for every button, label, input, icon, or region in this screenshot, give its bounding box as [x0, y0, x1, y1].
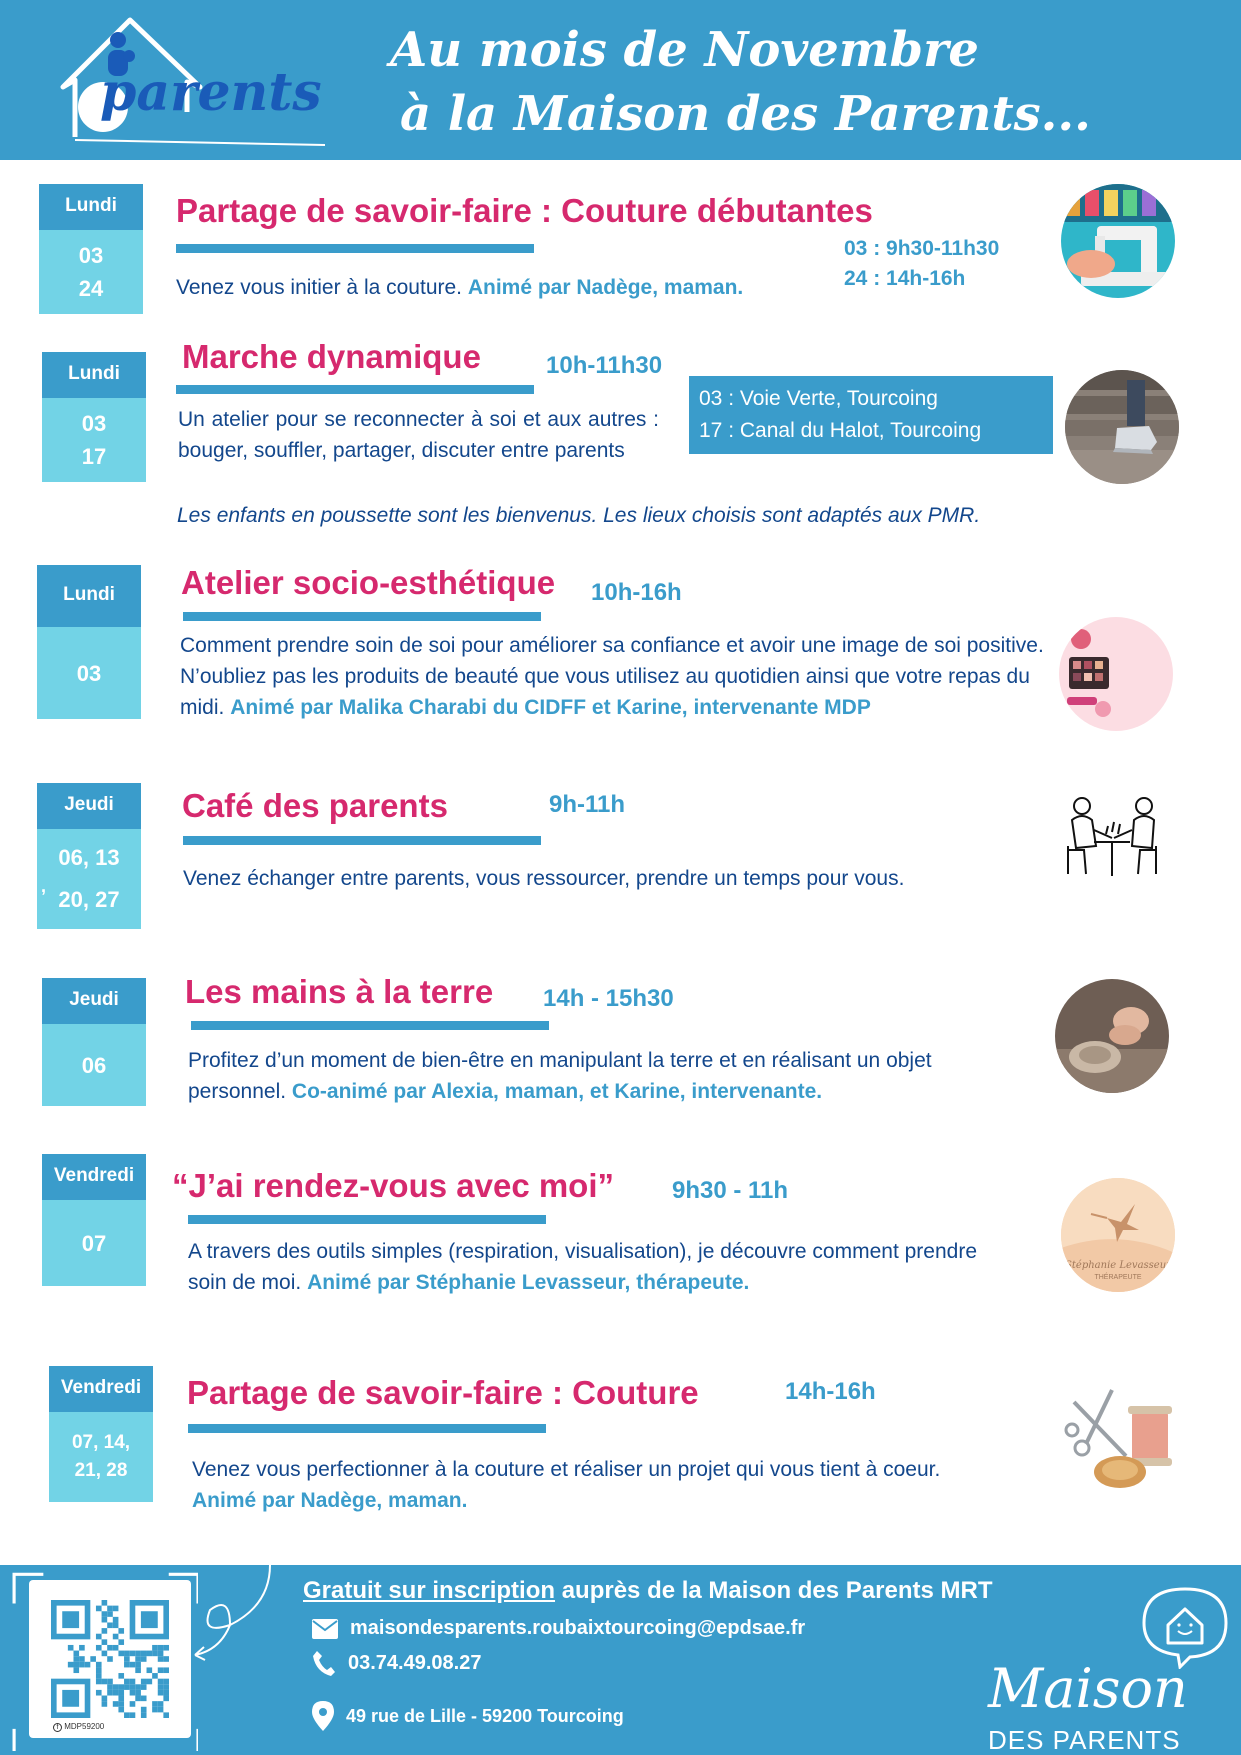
phone-contact[interactable]: [312, 1650, 481, 1676]
event-description: Un atelier pour se reconnecter à soi et aux autres : bouger, souffler, partager, discuter entre parents: [178, 408, 659, 462]
date-list: [42, 1024, 146, 1106]
day-label: Jeudi: [42, 978, 146, 1024]
event-title: “J’ai rendez-vous avec moi”: [172, 1167, 615, 1204]
description-text: Profitez d’un moment de bien-être en manipulant la terre et en réalisant un objet personnel.: [188, 1049, 932, 1103]
location-pin-icon: [312, 1701, 334, 1731]
mail-icon: [312, 1619, 338, 1639]
event-description: [176, 272, 826, 303]
brand-caption: DES PARENTS: [988, 1725, 1181, 1755]
host-text: Animé par Nadège, maman.: [192, 1489, 468, 1512]
date-box: [49, 1366, 153, 1502]
free-registration-text: Gratuit sur inscription: [303, 1577, 556, 1604]
title-underline: [176, 385, 534, 394]
makeup-icon: [1059, 617, 1173, 731]
event-title: Marche dynamique: [182, 338, 481, 375]
address-text: 49 rue de Lille - 59200 Tourcoing: [346, 1705, 624, 1726]
location-box: [689, 376, 1053, 454]
day-label: Lundi: [37, 565, 141, 627]
event-description: [180, 630, 1045, 723]
parents-logo-text: parents: [100, 62, 322, 123]
date-list: [42, 1200, 146, 1286]
host-text: Animé par Nadège, maman.: [467, 276, 744, 299]
date-box: [37, 565, 141, 719]
email-text: maisondesparents.roubaixtourcoing@epdsae.fr: [350, 1617, 806, 1639]
date-box: [37, 783, 141, 929]
event-time: 9h-11h: [549, 791, 626, 818]
title-line-1: Au mois de Novembre: [390, 22, 979, 78]
date-list: [42, 398, 146, 482]
date-box: [39, 184, 143, 314]
title-underline: [176, 244, 534, 253]
day-label: Vendredi: [42, 1154, 146, 1200]
host-text: Animé par Malika Charabi du CIDFF et Karine, intervenante MDP: [230, 696, 871, 719]
registration-rest-text: auprès de la Maison des Parents MRT: [555, 1577, 993, 1604]
date-box: [42, 1154, 146, 1286]
event-title: Café des parents: [182, 787, 448, 824]
event-title: Les mains à la terre: [185, 973, 494, 1010]
cafe-people-icon: [1058, 790, 1166, 880]
hummingbird-logo-icon: [1061, 1178, 1175, 1292]
event-schedule: [844, 234, 999, 294]
description-text: Venez vous perfectionner à la couture et réaliser un projet qui vous tient à coeur.: [192, 1458, 941, 1481]
qr-caption-text: MDP59200: [64, 1722, 105, 1731]
schedule-line: 03 : 9h30-11h30: [844, 237, 1000, 260]
location-line: 03 : Voie Verte, Tourcoing: [699, 387, 938, 410]
title-underline: [183, 836, 541, 845]
date-item: 03: [76, 660, 102, 686]
description-text: A travers des outils simples (respiration, visualisation), je découvre comment prendre soin de moi.: [188, 1240, 978, 1294]
title-line-2: à la Maison des Parents...: [400, 86, 1091, 142]
event-title: Partage de savoir-faire : Couture débutantes: [176, 192, 873, 229]
date-separator: ,: [41, 876, 47, 896]
description-text: Comment prendre soin de soi pour améliorer sa confiance et avoir une image de soi positive. N’oubliez pas les produits de beauté que vous utilisez au quotidien ainsi que votre repas du midi.: [180, 634, 1044, 719]
event-title: Atelier socio-esthétique: [181, 564, 556, 601]
date-item: 06, 13: [58, 845, 120, 870]
event-note: Les enfants en poussette sont les bienvenus. Les lieux choisis sont adaptés aux PMR.: [177, 504, 981, 527]
email-contact[interactable]: [312, 1617, 805, 1640]
sewing-machine-icon: [1061, 184, 1175, 298]
event-title: Partage de savoir-faire : Couture: [187, 1374, 699, 1411]
date-item: 21, 28: [74, 1460, 128, 1481]
registration-info: [303, 1577, 993, 1605]
logo-subtext: THÉRAPEUTE: [1094, 1274, 1142, 1281]
date-item: 07, 14,: [71, 1432, 131, 1453]
day-label: Jeudi: [37, 783, 141, 829]
event-description: [192, 1454, 1042, 1516]
event-time: 10h-16h: [591, 579, 682, 606]
date-item: 03: [81, 411, 107, 436]
date-box: [42, 978, 146, 1106]
day-label: Lundi: [39, 184, 143, 230]
event-time: 9h30 - 11h: [672, 1177, 789, 1204]
sewing-kit-icon: [1064, 1384, 1182, 1500]
qr-code-icon: [51, 1600, 169, 1718]
host-text: Animé par Stéphanie Levasseur, thérapeute.: [307, 1271, 750, 1294]
arrow-icon: [190, 1565, 280, 1675]
event-description: Venez échanger entre parents, vous ressourcer, prendre un temps pour vous.: [183, 867, 905, 890]
facebook-icon: f: [53, 1723, 62, 1732]
date-list: [37, 829, 141, 929]
day-label: Vendredi: [49, 1366, 153, 1412]
date-item: 03: [78, 243, 104, 268]
event-description: [188, 1045, 988, 1107]
event-time: 14h-16h: [785, 1378, 876, 1405]
date-list: [49, 1412, 153, 1502]
header-banner: [0, 0, 1241, 160]
date-item: 07: [81, 1230, 107, 1256]
event-time: 10h-11h30: [546, 352, 663, 379]
event-description: [188, 1236, 1008, 1298]
date-list: [37, 627, 141, 719]
logo-script-text: Stéphanie Levasseur: [1065, 1260, 1171, 1271]
host-text: Co-animé par Alexia, maman, et Karine, intervenante.: [291, 1080, 823, 1103]
phone-text: 03.74.49.08.27: [348, 1651, 482, 1674]
date-item: 17: [81, 444, 107, 469]
date-list: [39, 230, 143, 314]
address-contact[interactable]: [312, 1701, 624, 1731]
maison-des-parents-logo: [980, 1585, 1230, 1755]
qr-code[interactable]: [29, 1580, 191, 1738]
date-box: [42, 352, 146, 482]
title-underline: [188, 1424, 546, 1433]
qr-caption: [53, 1722, 104, 1732]
footer: [0, 1565, 1241, 1755]
location-line: 17 : Canal du Halot, Tourcoing: [699, 419, 982, 442]
description-text: Venez vous initier à la couture.: [176, 276, 468, 299]
schedule-line: 24 : 14h-16h: [844, 267, 966, 290]
title-underline: [188, 1215, 546, 1224]
pottery-icon: [1055, 979, 1169, 1093]
brand-script: Maison: [988, 1657, 1188, 1720]
phone-icon: [312, 1650, 336, 1676]
day-label: Lundi: [42, 352, 146, 398]
page-title: [390, 18, 1091, 146]
date-item: 20, 27: [58, 887, 120, 912]
title-underline: [183, 612, 541, 621]
date-item: 24: [78, 276, 104, 301]
date-item: 06: [81, 1052, 107, 1078]
walking-shoe-icon: [1065, 370, 1179, 484]
event-time: 14h - 15h30: [543, 985, 674, 1012]
title-underline: [191, 1021, 549, 1030]
